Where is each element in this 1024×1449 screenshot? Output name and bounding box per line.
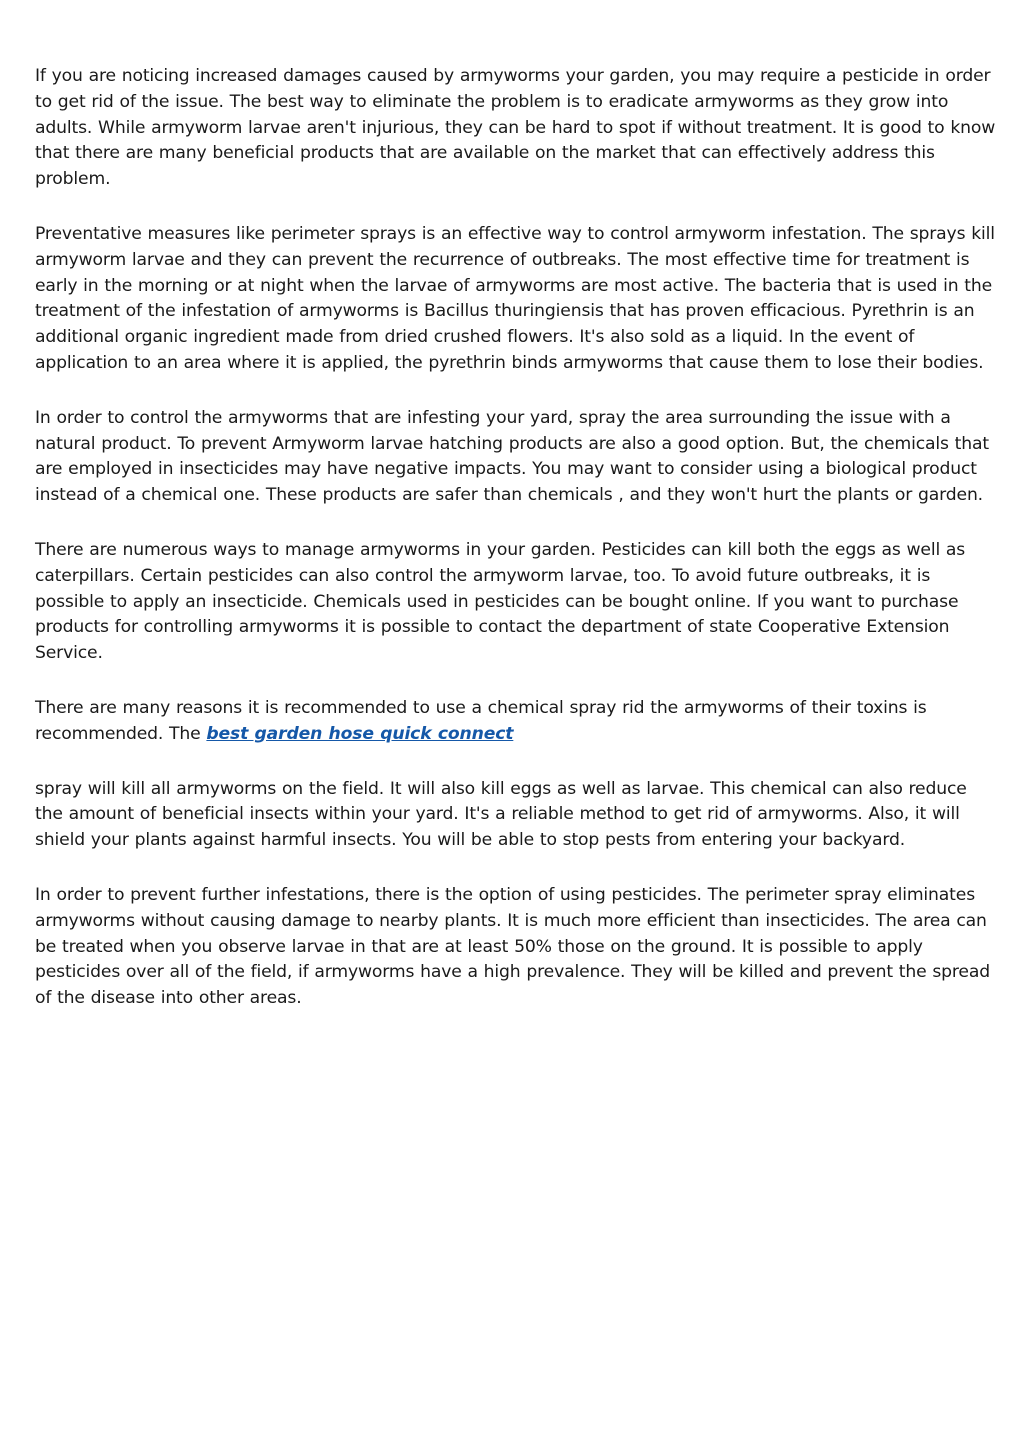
document-body — [35, 64, 997, 1041]
paragraph-6: spray will kill all armyworms on the field. It will also kill eggs as well as larvae. This chemical can also reduce the amount of beneficial insects within your yard. It's a reliable method to get rid of armyworms. Also, it will shield your plants against harmful insects. You will be able to stop pests from entering your backyard. — [35, 778, 967, 851]
paragraph-5-text: There are many reasons it is recommended to use a chemical spray rid the armyworms of their toxins is recommended. The — [35, 697, 927, 744]
paragraph-7: In order to prevent further infestations, there is the option of using pesticides. The perimeter spray eliminates armyworms without causing damage to nearby plants. It is much more efficient than insecticides. The area can be treated when you observe larvae in that are at least 50% those on the ground. It is possible to apply pesticides over all of the field, if armyworms have a high prevalence. They will be killed and prevent the spread of the disease into other areas. — [35, 884, 990, 1009]
garden-hose-link[interactable]: best garden hose quick connect — [206, 723, 514, 744]
paragraph-3: In order to control the armyworms that are infesting your yard, spray the area surrounding the issue with a natural product. To prevent Armyworm larvae hatching products are also a good option. But, the chemicals that are employed in insecticides may have negative impacts. You may want to consider using a biological product instead of a chemical one. These products are safer than chemicals , and they won't hurt the plants or garden. — [35, 407, 989, 506]
paragraph-5 — [35, 696, 997, 748]
paragraph-1: If you are noticing increased damages caused by armyworms your garden, you may require a pesticide in order to get rid of the issue. The best way to eliminate the problem is to eradicate armyworms as they grow into adults. While armyworm larvae aren't injurious, they can be hard to spot if without treatment. It is good to know that there are many beneficial products that are available on the market that can effectively address this problem. — [35, 66, 996, 190]
paragraph-4: There are numerous ways to manage armyworms in your garden. Pesticides can kill both the eggs as well as caterpillars. Certain pesticides can also control the armyworm larvae, too. To avoid future outbreaks, it is possible to apply an insecticide. Chemicals used in pesticides can be bought online. If you want to purchase products for controlling armyworms it is possible to contact the department of state Cooperative Extension Service. — [35, 539, 966, 664]
paragraph-2: Preventative measures like perimeter sprays is an effective way to control armyworm infestation. The sprays kill armyworm larvae and they can prevent the recurrence of outbreaks. The most effective time for treatment is early in the morning or at night when the larvae of armyworms are most active. The bacteria that is used in the treatment of the infestation of armyworms is Bacillus thuringiensis that has proven efficacious. Pyrethrin is an additional organic ingredient made from dried crushed flowers. It's also sold as a liquid. In the event of application to an area where it is applied, the pyrethrin binds armyworms that cause them to lose their bodies. — [35, 223, 995, 373]
